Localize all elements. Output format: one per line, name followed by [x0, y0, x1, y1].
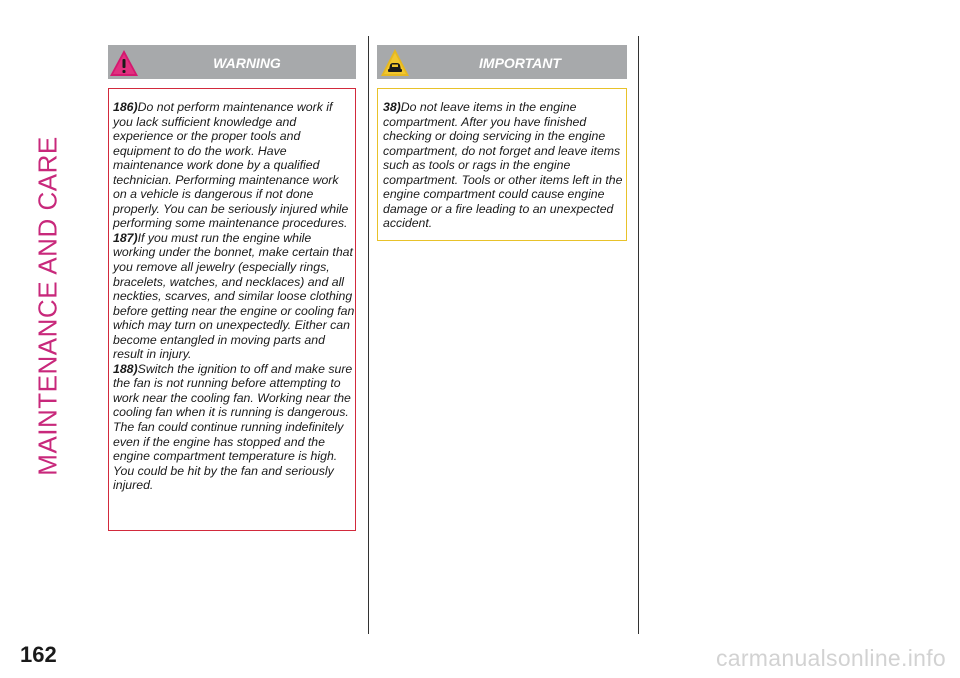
warning-exclamation-icon — [109, 49, 139, 77]
important-item: 38)Do not leave items in the engine compartment. After you have finished checking or doing servicing in the engine compartment, do not forget and leave items such as tools or rags in the engine compartment. Tools or other items left in the engine compartment could cause engine damage or a fire leading to an unexpected accident. — [383, 100, 623, 231]
column-divider — [368, 36, 369, 634]
warning-title: WARNING — [213, 55, 281, 71]
important-header — [377, 45, 627, 79]
important-text — [383, 100, 623, 231]
warning-header — [108, 45, 356, 79]
warning-panel — [108, 45, 356, 531]
section-title-text: MAINTENANCE AND CARE — [32, 136, 63, 476]
car-hazard-icon — [380, 48, 410, 78]
page-number: 162 — [20, 642, 57, 667]
warning-item: 186)Do not perform maintenance work if you lack sufficient knowledge and experience or the proper tools and equipment to do the work. Have maintenance work done by a qualified technician. Performing maintenance work on a vehicle is dangerous if not done properly. You can be seriously injured while performing some maintenance procedures. — [113, 100, 349, 231]
warning-text — [113, 100, 355, 493]
warning-item: 187)If you must run the engine while working under the bonnet, make certain that you remove all jewelry (especially rings, bracelets, watches, and necklaces) and all neckties, scarves, and similar loose clothing before getting near the engine or cooling fan which may turn on unexpectedly. Either can become entangled in moving parts and result in injury. — [113, 230, 355, 362]
important-title: IMPORTANT — [479, 55, 561, 71]
warning-item: 188)Switch the ignition to off and make sure the fan is not running before attempting to work near the cooling fan. Working near the cooling fan when it is running is dangerous. The fan could continue running indefinitely even if the engine has stopped and the engine compartment temperature is high. You could be hit by the fan and seriously injured. — [113, 361, 353, 493]
watermark: carmanualsonline.info — [715, 645, 946, 671]
important-panel — [377, 45, 627, 241]
column-divider — [638, 36, 639, 634]
